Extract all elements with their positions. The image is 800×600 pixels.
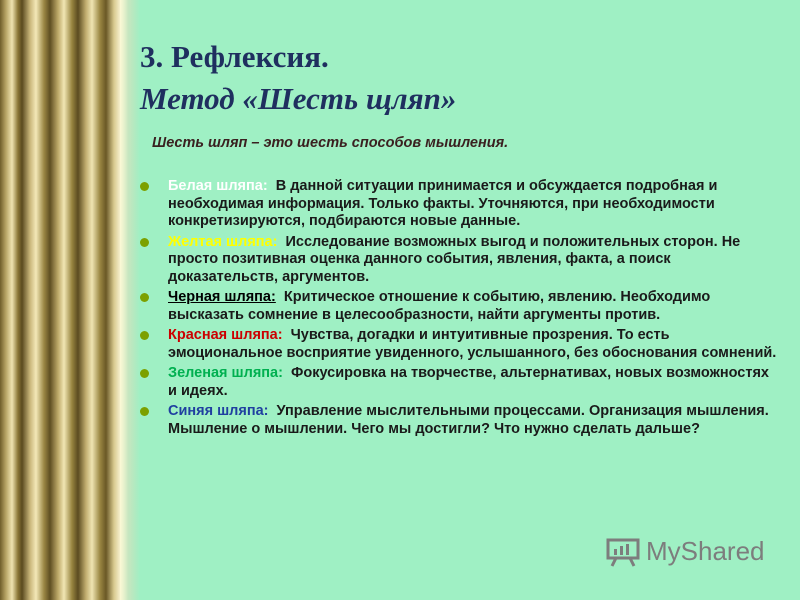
slide-title: [140, 36, 456, 120]
hat-name-yellow: Желтая шляпа:: [168, 233, 278, 250]
title-line-2: Метод «Шесть щляп»: [140, 81, 457, 116]
hat-description: Управление мыслительными процессами. Организация мышления. Мышление о мышлении. Чего мы достигли? Что нужно сделать дальше?: [168, 403, 769, 437]
hat-name-black: Черная шляпа:: [168, 289, 276, 305]
hat-description: Исследование возможных выгод и положительных сторон. Не просто позитивная оценка данного события, явления, факта, а поиск доказательств, аргументов.: [168, 233, 741, 285]
list-item: [168, 289, 778, 324]
bullet-dot: [140, 238, 149, 247]
hat-description: Фокусировка на творчестве, альтернативах, новых возможностях и идеях.: [168, 365, 769, 399]
list-item: [168, 365, 778, 400]
hat-description: Критическое отношение к событию, явлению. Необходимо высказать сомнение в целесообразности, найти аргументы против.: [168, 289, 711, 323]
presentation-board-icon: [606, 537, 640, 567]
hat-name-green: Зеленая шляпа:: [168, 365, 283, 381]
bullet-dot: [140, 182, 149, 191]
hat-description: Чувства, догадки и интуитивные прозрения. То есть эмоциональное восприятие увиденного, услышанного, без обоснования сомнений.: [168, 327, 777, 361]
hat-name-red: Красная шляпа:: [168, 327, 283, 343]
list-item: [168, 178, 778, 231]
bullet-dot: [140, 369, 149, 378]
hat-name-blue: Синяя шляпа:: [168, 403, 269, 419]
bullet-dot: [140, 293, 149, 302]
pillar-glow: [120, 0, 140, 600]
intro-text: Шесть шляп – это шесть способов мышления.: [152, 135, 509, 151]
list-item: [168, 234, 778, 287]
decorative-pillar: [0, 0, 140, 600]
myshared-watermark: [606, 536, 765, 567]
title-line-1: 3. Рефлексия.: [140, 39, 329, 74]
hat-description: В данной ситуации принимается и обсуждается подробная и необходимая информация. Только факты. Уточняются, при необходимости конкретизируются, подбираются новые данные.: [168, 178, 718, 229]
hat-name-white: Белая шляпа:: [168, 178, 268, 194]
bullet-dot: [140, 407, 149, 416]
bullet-dot: [140, 331, 149, 340]
hats-list: [168, 178, 778, 441]
list-item: [168, 327, 778, 362]
watermark-brand: MyShared: [646, 536, 765, 566]
list-item: [168, 403, 778, 438]
